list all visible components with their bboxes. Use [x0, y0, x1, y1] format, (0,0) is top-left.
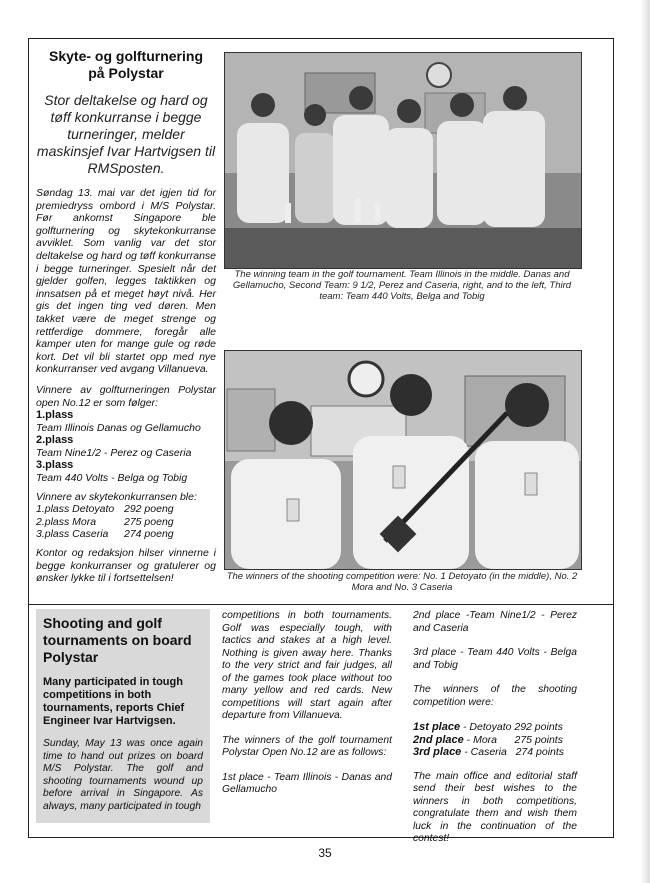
- shooting-row-2: [36, 516, 216, 529]
- english-shooting-row-2-place: 2nd place: [413, 733, 464, 746]
- norwegian-intro: Stor deltakelse og hard og tøff konkurranse i begge turneringer, melder maskinsjef Ivar Hartvigsen til RMSposten.: [36, 92, 216, 176]
- shooting-winners-intro: Vinnere av skytekonkurransen ble:: [36, 490, 197, 503]
- shooting-row-3-points: 274 poeng: [124, 528, 174, 541]
- shooting-photo-caption: The winners of the shooting competition were: No. 1 Detoyato (in the middle), No. 2 Mora and No. 3 Caseria: [226, 571, 578, 594]
- golf-first-place-label: 1.plass: [36, 409, 74, 422]
- english-golf-third-place: 3rd place - Team 440 Volts - Belga and Tobig: [413, 647, 577, 671]
- norwegian-title: [36, 48, 216, 82]
- shooting-row-3: [36, 528, 216, 541]
- golf-team-photo-image: [225, 53, 581, 268]
- golf-second-place-team: Team Nine1/2 - Perez og Caseria: [36, 446, 192, 459]
- golf-second-place-label: 2.plass: [36, 434, 74, 447]
- shooting-winners-photo-image: [225, 351, 581, 569]
- english-closing: The main office and editorial staff send their best wishes to the winners in both competitions, congratulate them and wish them luck in the continuation of the contest!: [413, 770, 577, 844]
- shooting-row-1-name: 1.plass Detoyato: [36, 503, 115, 516]
- golf-photo-caption: The winning team in the golf tournament. Team Illinois in the middle. Danas and Gellamucho, Second Team: 9 1/2, Perez and Caseria, right, and to the left, Third team: Team 440 Volts, Belga and Tobig: [232, 269, 572, 303]
- norwegian-title-line2: på Polystar: [88, 65, 164, 81]
- english-golf-winners-intro: The winners of the golf tournament Polystar Open No.12 are as follows:: [222, 734, 392, 758]
- golf-third-place-label: 3.plass: [36, 459, 74, 472]
- english-shooting-row-2-text: - Mora 275 points: [463, 733, 563, 746]
- golf-first-place-team: Team Illinois Danas og Gellamucho: [36, 421, 201, 434]
- english-shooting-row-3-place: 3rd place: [413, 746, 462, 758]
- golf-winners-intro: Vinnere av golfturneringen Polystar open No.12 er som følger:: [36, 383, 216, 409]
- english-shooting-row-1-place: 1st place: [413, 721, 461, 733]
- english-middle-column: [222, 610, 392, 809]
- english-shooting-row-1: [413, 721, 577, 734]
- shooting-winners-photo: [224, 350, 582, 570]
- section-divider: [28, 604, 614, 605]
- english-golf-second-place: 2nd place -Team Nine1/2 - Perez and Caseria: [413, 610, 577, 634]
- english-shooting-row-3-text: - Caseria 274 points: [461, 746, 565, 758]
- english-shooting-row-1-text: - Detoyato 292 points: [460, 721, 563, 733]
- shooting-row-1: [36, 503, 216, 516]
- english-intro: Many participated in tough competitions in both tournaments, reports Chief Engineer Ivar Hartvigsen.: [43, 676, 185, 727]
- english-golf-first-place: 1st place - Team Illinois - Danas and Gellamucho: [222, 771, 392, 795]
- page-edge-shadow: [640, 0, 650, 883]
- shooting-row-2-name: 2.plass Mora: [36, 515, 97, 528]
- shooting-row-3-name: 3.plass Caseria: [36, 528, 109, 541]
- english-shooting-winners-intro: The winners of the shooting competition were:: [413, 684, 577, 708]
- english-shooting-row-2: [413, 734, 577, 747]
- norwegian-title-line1: Skyte- og golfturnering: [49, 48, 203, 64]
- norwegian-column: [36, 44, 216, 593]
- english-body-start: Sunday, May 13 was once again time to hand out prizes on board M/S Polystar. The golf and shooting tournaments wound up before arrival in Singapore. As always, many participated in tough: [43, 738, 203, 812]
- norwegian-body: Søndag 13. mai var det igjen tid for premiedryss ombord i M/S Polystar. Før ankomst Singapore ble golfturnering og skytekonkurranse avviklet. Som vanlig var det stor deltakelse og hard og tøff konkurranse i begge turneringer. Spesielt når det gjelder golfen, legges taktikken og innsatsen på et meget høyt nivå. Her gis det ingen ting ved døren. Men takket være de meget strenge og rettferdige dommere, foregår alle kamper uten for mange gule og røde kort. Det vil bli startet opp med nye konkurranser ved avgang Villanueva.: [36, 187, 216, 376]
- english-body-continued: competitions in both tournaments. Golf was especially tough, with tactics and stakes at a high level. Nothing is given away here. Thanks to the very strict and fair judges, all of the games took place without too many yellow and red cards. New competitions will start again after departure from Villanueva.: [222, 610, 392, 721]
- english-right-column: [413, 610, 577, 858]
- page-number: 35: [318, 846, 332, 860]
- english-title: Shooting and golf tournaments on board Polystar: [43, 615, 192, 665]
- norwegian-closing: Kontor og redaksjon hilser vinnerne i begge konkurranser og gratulerer og ønsker lykke til i fortsettelsen!: [36, 547, 216, 585]
- shooting-row-2-points: 275 poeng: [124, 515, 174, 528]
- shooting-row-1-points: 292 poeng: [124, 503, 174, 516]
- english-shooting-row-3: [413, 746, 577, 759]
- english-intro-box: [36, 609, 210, 823]
- golf-third-place-team: Team 440 Volts - Belga og Tobig: [36, 472, 188, 485]
- golf-team-photo: [224, 52, 582, 269]
